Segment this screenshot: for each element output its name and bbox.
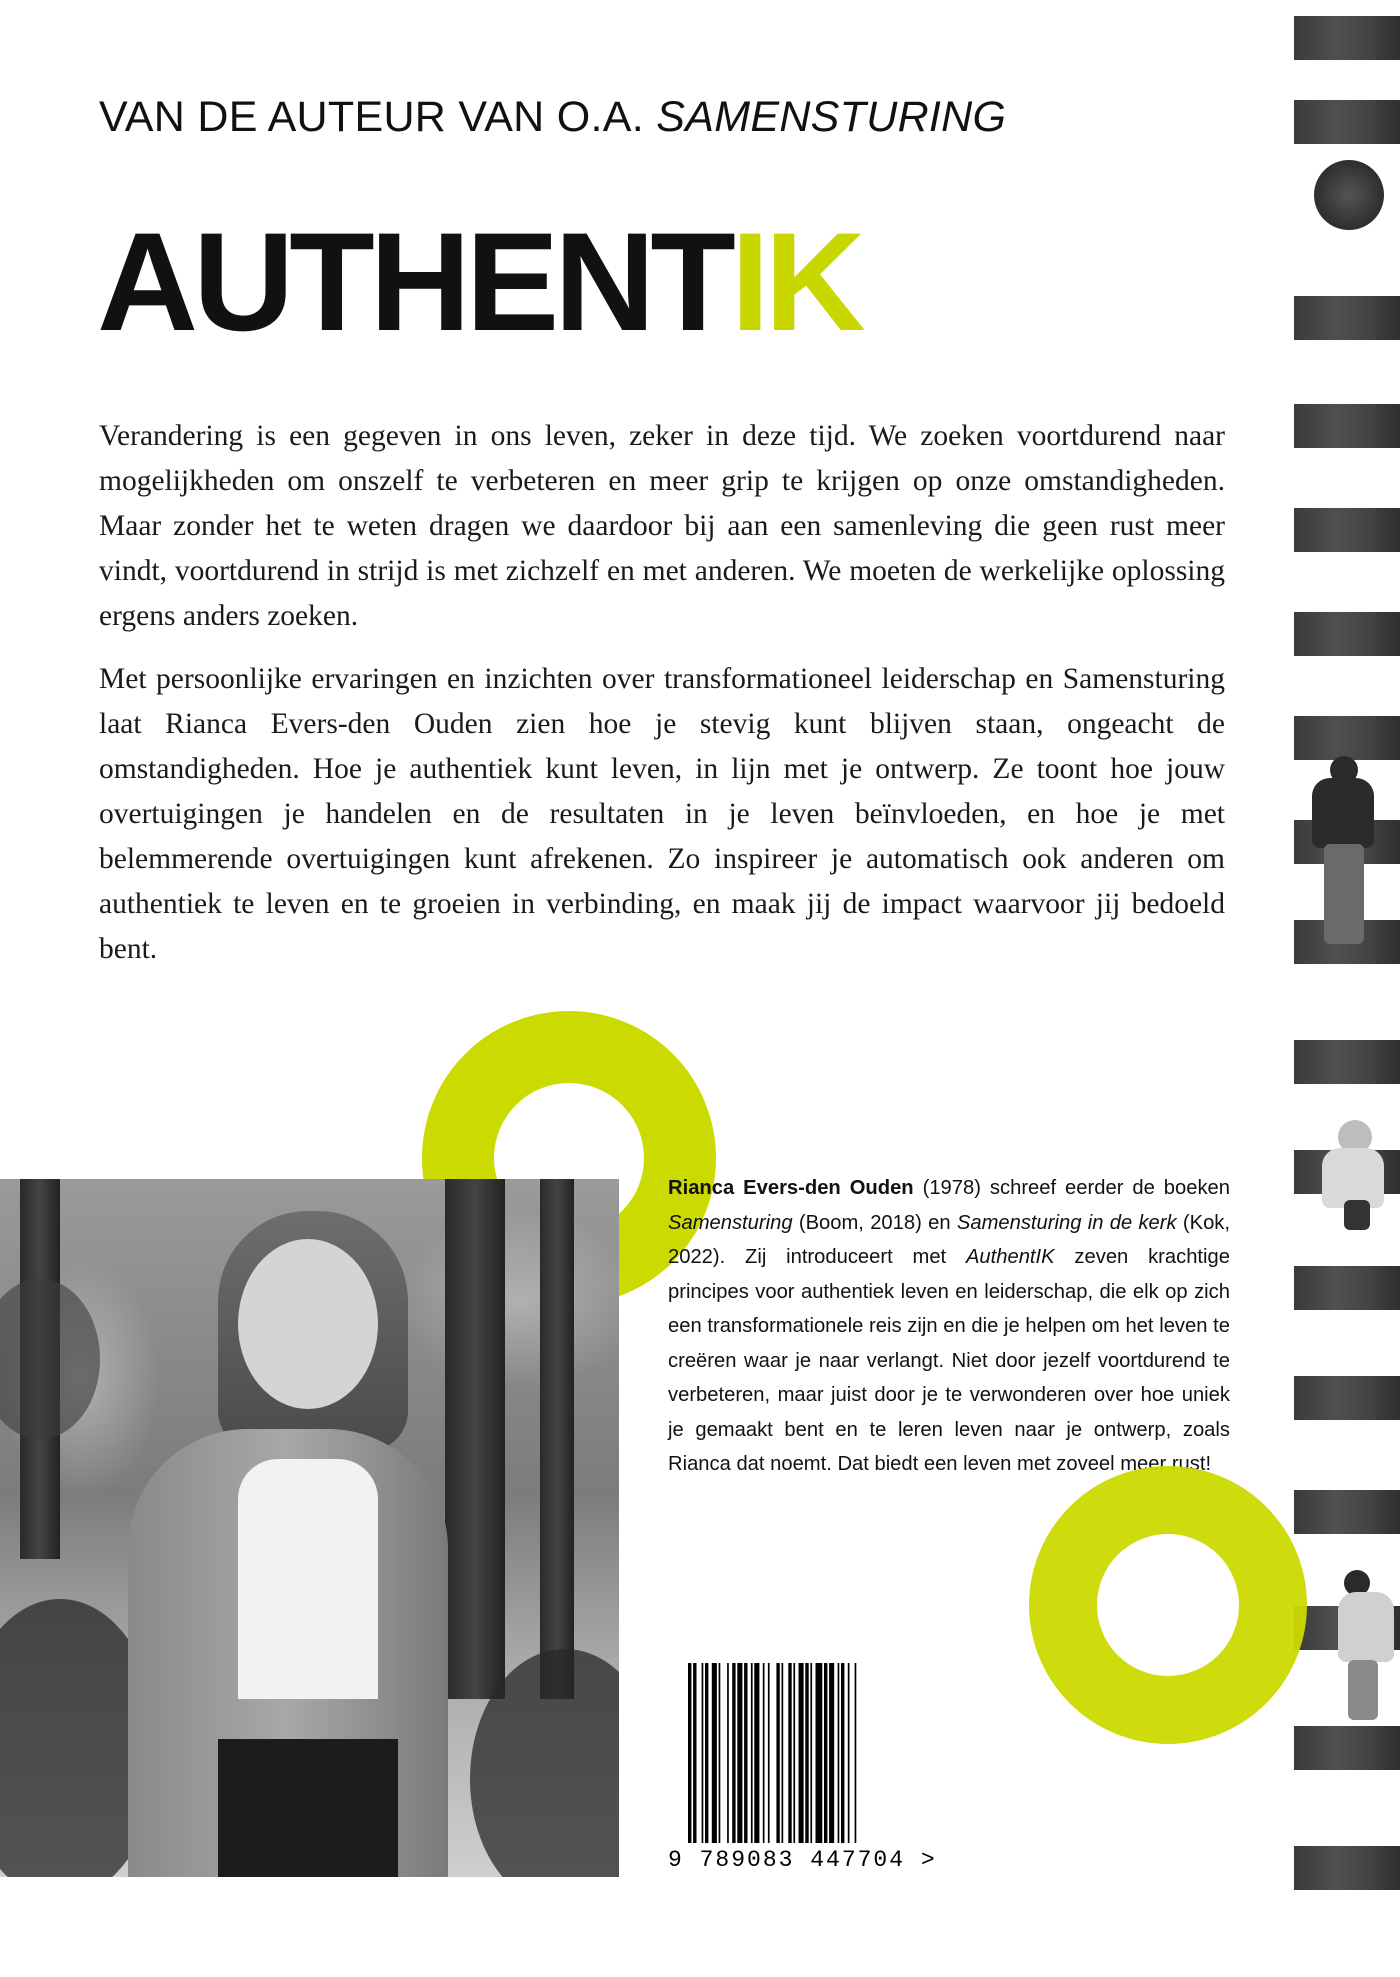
barcode-bar bbox=[793, 1663, 795, 1843]
crosswalk-stripe bbox=[1294, 100, 1400, 144]
crosswalk-stripe bbox=[1294, 716, 1400, 760]
crosswalk-stripe bbox=[1294, 1726, 1400, 1770]
crosswalk-stripe bbox=[1294, 1040, 1400, 1084]
pedestrian-figure bbox=[1334, 1570, 1400, 1730]
author-face bbox=[238, 1239, 378, 1409]
book-title bbox=[97, 203, 861, 360]
crosswalk-stripe bbox=[1294, 612, 1400, 656]
barcode-bar bbox=[751, 1663, 753, 1843]
crosswalk-stripe bbox=[1294, 296, 1400, 340]
barcode-bar bbox=[727, 1663, 729, 1843]
blurb-paragraph: Met persoonlijke ervaringen en inzichten over transformationeel leiderschap en Samensturing laat Rianca Evers-den Ouden zien hoe je stevig kunt blijven staan, ongeacht de omstandigheden. Hoe je authentiek kunt leven, in lijn met je ontwerp. Ze toont hoe jouw overtuigingen je handelen en de resultaten in je leven beïnvloeden, en hoe je met belemmerende overtuigingen kunt afrekenen. Zo inspireer je automatisch ook anderen om authentiek te leven en te groeien in verbinding, en maak jij de impact waarvoor jij bedoeld bent. bbox=[99, 663, 1225, 965]
title-accent: IK bbox=[730, 203, 861, 360]
author-name: Rianca Evers-den Ouden bbox=[668, 1177, 914, 1199]
barcode-bar bbox=[824, 1663, 827, 1843]
barcode-bar bbox=[768, 1663, 770, 1843]
barcode-bar bbox=[693, 1663, 696, 1843]
barcode-bar bbox=[855, 1663, 857, 1843]
barcode-bar bbox=[799, 1663, 804, 1843]
decorative-ring bbox=[1029, 1466, 1307, 1744]
crosswalk-stripe bbox=[1294, 1490, 1400, 1534]
crosswalk-stripe bbox=[1294, 404, 1400, 448]
barcode-bar bbox=[688, 1663, 691, 1843]
barcode-bar bbox=[732, 1663, 735, 1843]
crosswalk-stripe bbox=[1294, 508, 1400, 552]
barcode-bar bbox=[776, 1663, 779, 1843]
pedestrian-figure bbox=[1314, 1120, 1400, 1230]
barcode-bar bbox=[782, 1663, 784, 1843]
author-pants bbox=[218, 1739, 398, 1877]
kicker-book-title: SAMENSTURING bbox=[656, 93, 1007, 141]
barcode-bar bbox=[848, 1663, 850, 1843]
barcode-bar bbox=[719, 1663, 721, 1843]
barcode-bars bbox=[688, 1663, 918, 1847]
author-bio: Rianca Evers-den Ouden (1978) schreef eerder de boeken Samensturing (Boom, 2018) en Samensturing in de kerk (Kok, 2022). Zij introduceert met AuthentIK zeven krachtige principes voor authentiek leven en leiderschap, die elk op zich een transformationele reis zijn en die je helpen om het leven te creëren waar je naar verlangt. Niet door jezelf voortdurend te verbeteren, maar juist door je te verwonderen over hoe uniek je gemaakt bent en te leren leven naar je ontwerp, zoals Rianca dat noemt. Dat biedt een leven met zoveel meer rust! bbox=[668, 1177, 1231, 1475]
barcode-bar bbox=[744, 1663, 747, 1843]
barcode-bar bbox=[712, 1663, 717, 1843]
cover-kicker bbox=[99, 93, 1006, 142]
book-reference: AuthentIK bbox=[965, 1246, 1055, 1268]
kicker-prefix: VAN DE AUTEUR VAN O.A. bbox=[99, 93, 645, 141]
manhole-cover bbox=[1314, 160, 1384, 230]
crosswalk-photo-strip bbox=[1294, 0, 1400, 1977]
barcode-bar bbox=[788, 1663, 791, 1843]
barcode-bar bbox=[838, 1663, 840, 1843]
barcode-bar bbox=[763, 1663, 765, 1843]
barcode-bar bbox=[705, 1663, 708, 1843]
isbn-number: 9 789083 447704 > bbox=[668, 1847, 937, 1873]
barcode-bar bbox=[841, 1663, 844, 1843]
barcode-bar bbox=[702, 1663, 704, 1843]
crosswalk-stripe bbox=[1294, 1266, 1400, 1310]
book-reference: Samensturing in de kerk bbox=[956, 1211, 1177, 1234]
isbn-barcode bbox=[668, 1659, 938, 1887]
crosswalk-stripe bbox=[1294, 1376, 1400, 1420]
barcode-bar bbox=[737, 1663, 742, 1843]
barcode-bar bbox=[829, 1663, 834, 1843]
author-photo bbox=[0, 1179, 619, 1877]
back-cover-blurb bbox=[99, 414, 1225, 990]
barcode-bar bbox=[810, 1663, 812, 1843]
title-main: AUTHENT bbox=[97, 203, 731, 360]
barcode-bar bbox=[816, 1663, 823, 1843]
barcode-bar bbox=[754, 1663, 759, 1843]
crosswalk-stripe bbox=[1294, 1846, 1400, 1890]
author-shirt bbox=[238, 1459, 378, 1699]
blurb-paragraph: Verandering is een gegeven in ons leven, zeker in deze tijd. We zoeken voortdurend naar mogelijkheden om onszelf te verbeteren en meer grip te krijgen op onze omstandigheden. Maar zonder het te weten dragen we daardoor bij aan een samenleving die geen rust meer vindt, voortdurend in strijd is met zichzelf en met anderen. We moeten de werkelijke oplossing ergens anders zoeken. bbox=[99, 420, 1225, 632]
barcode-bar bbox=[805, 1663, 808, 1843]
crosswalk-stripe bbox=[1294, 16, 1400, 60]
book-reference: Samensturing bbox=[668, 1211, 793, 1234]
pedestrian-figure bbox=[1294, 756, 1400, 956]
